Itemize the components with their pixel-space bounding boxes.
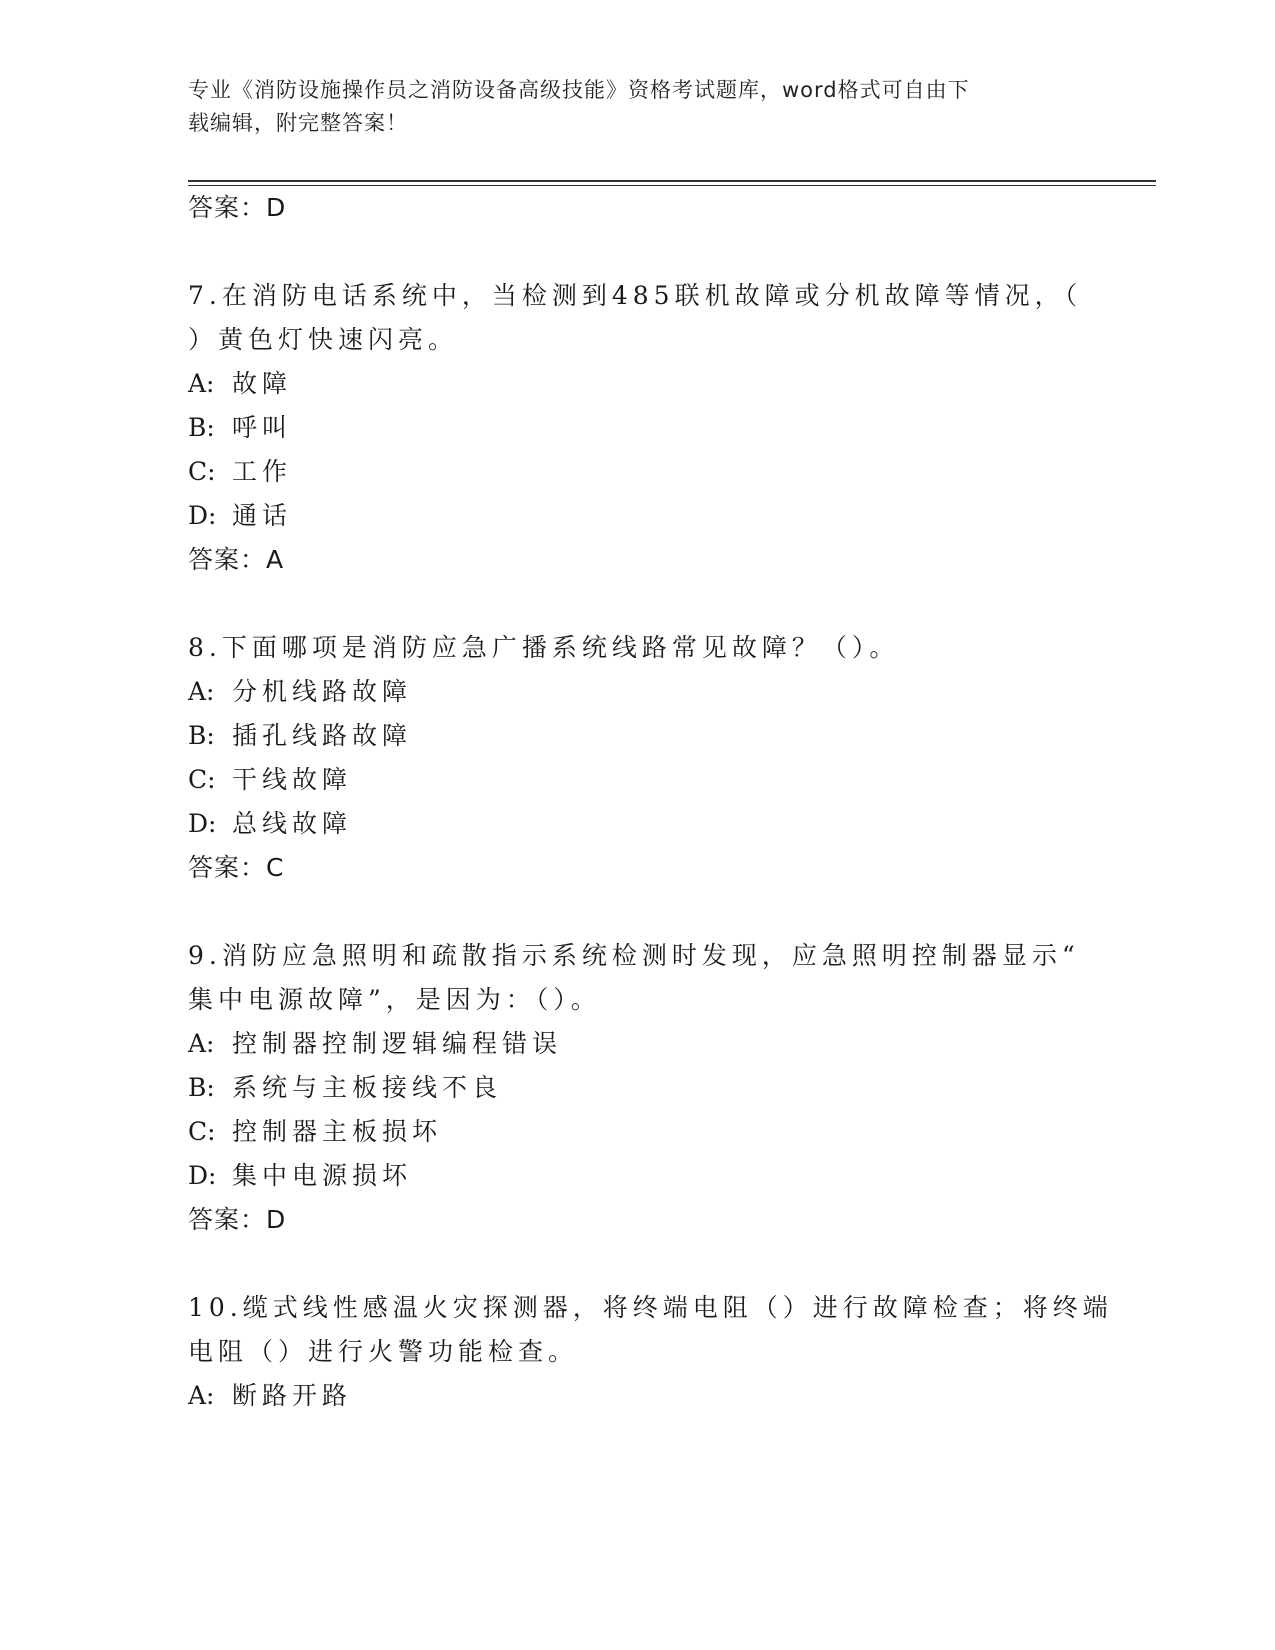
question-text-continued: 电阻（）进行火警功能检查。 bbox=[188, 1337, 579, 1366]
option-letter: A: bbox=[188, 1029, 215, 1058]
option-letter: D: bbox=[188, 809, 217, 838]
option-item bbox=[188, 760, 352, 796]
option-item bbox=[188, 804, 352, 840]
option-text: 控制器控制逻辑编程错误 bbox=[232, 1029, 563, 1058]
question-text: 10.缆式线性感温火灾探测器，将终端电阻（）进行故障检查；将终端 bbox=[188, 1293, 1113, 1322]
option-item bbox=[188, 1068, 502, 1104]
option-item bbox=[188, 1024, 562, 1060]
question-text-continued: ）黄色灯快速闪亮。 bbox=[188, 325, 459, 354]
option-text: 断路开路 bbox=[232, 1381, 353, 1410]
question-text-continued: 集中电源故障”，是因为：（）。 bbox=[188, 985, 601, 1014]
option-item bbox=[188, 1376, 352, 1412]
option-item bbox=[188, 496, 292, 532]
header-line-2: 载编辑，附完整答案！ bbox=[188, 111, 408, 135]
answer-line: 答案：D bbox=[188, 193, 287, 222]
option-letter: C: bbox=[188, 457, 216, 486]
option-item bbox=[188, 364, 292, 400]
option-item bbox=[188, 1156, 412, 1192]
option-letter: A: bbox=[188, 369, 215, 398]
option-item bbox=[188, 408, 292, 444]
option-letter: B: bbox=[188, 413, 215, 442]
answer-line: 答案：C bbox=[188, 853, 285, 882]
option-letter: A: bbox=[188, 1381, 215, 1410]
option-text: 呼叫 bbox=[232, 413, 293, 442]
option-text: 通话 bbox=[232, 501, 293, 530]
answer-line: 答案：D bbox=[188, 1205, 287, 1234]
option-text: 控制器主板损坏 bbox=[232, 1117, 443, 1146]
option-item bbox=[188, 716, 412, 752]
option-letter: C: bbox=[188, 765, 216, 794]
header-divider-thick bbox=[188, 180, 1156, 182]
option-text: 工作 bbox=[232, 457, 293, 486]
option-text: 系统与主板接线不良 bbox=[232, 1073, 503, 1102]
option-letter: C: bbox=[188, 1117, 216, 1146]
option-text: 干线故障 bbox=[232, 765, 353, 794]
option-item bbox=[188, 672, 412, 708]
question-text: 7.在消防电话系统中，当检测到485联机故障或分机故障等情况，（ bbox=[188, 281, 1083, 310]
option-item bbox=[188, 452, 292, 488]
document-header bbox=[188, 74, 1088, 140]
option-letter: D: bbox=[188, 1161, 217, 1190]
option-letter: A: bbox=[188, 677, 215, 706]
option-letter: B: bbox=[188, 1073, 215, 1102]
answer-line: 答案：A bbox=[188, 545, 285, 574]
option-text: 集中电源损坏 bbox=[232, 1161, 413, 1190]
option-item bbox=[188, 1112, 442, 1148]
option-text: 插孔线路故障 bbox=[232, 721, 413, 750]
question-text: 8.下面哪项是消防应急广播系统线路常见故障？（）。 bbox=[188, 633, 900, 662]
header-divider-thin bbox=[188, 185, 1156, 186]
option-text: 故障 bbox=[232, 369, 293, 398]
header-line-1: 专业《消防设施操作员之消防设备高级技能》资格考试题库，word格式可自由下 bbox=[188, 78, 970, 102]
question-text: 9.消防应急照明和疏散指示系统检测时发现，应急照明控制器显示“ bbox=[188, 941, 1080, 970]
option-text: 分机线路故障 bbox=[232, 677, 413, 706]
option-letter: D: bbox=[188, 501, 217, 530]
option-text: 总线故障 bbox=[232, 809, 353, 838]
option-letter: B: bbox=[188, 721, 215, 750]
